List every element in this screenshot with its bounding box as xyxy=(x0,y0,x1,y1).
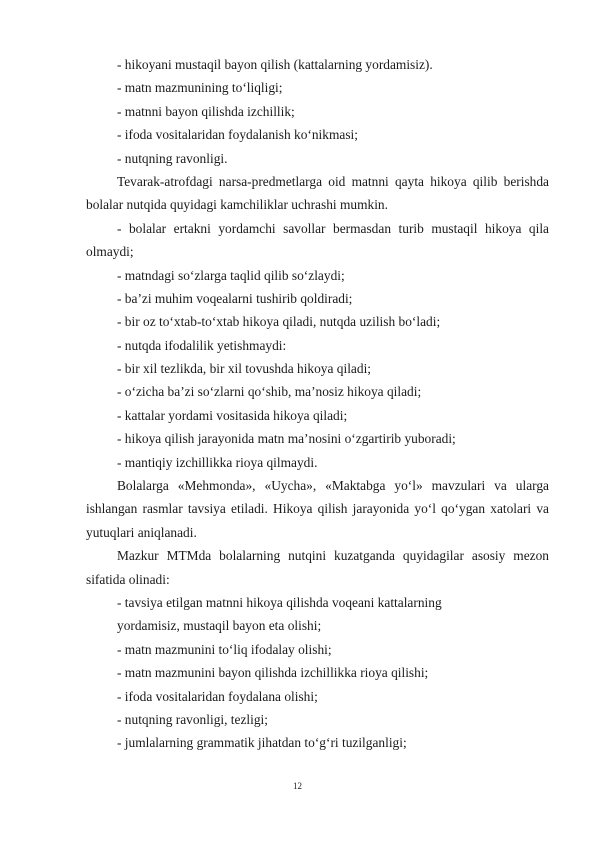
text-line: - nutqning ravonligi. xyxy=(117,150,228,166)
body-text xyxy=(86,53,549,755)
text-line: - bir xil tezlikda, bir xil tovushda hikoya qiladi; xyxy=(117,361,372,377)
text-line: - bir oz to‘xtab-to‘xtab hikoya qiladi, nutqda uzilish bo‘ladi; xyxy=(117,314,441,330)
text-line: - matn mazmunini to‘liq ifodalay olishi; xyxy=(117,641,332,657)
text-line: - matndagi so‘zlarga taqlid qilib so‘zlaydi; xyxy=(117,267,345,283)
text-line: - tavsiya etilgan matnni hikoya qilishda voqeani kattalarning xyxy=(117,594,442,610)
text-line: - matn mazmunini bayon qilishda izchillikka rioya qilishi; xyxy=(117,665,429,681)
text-line: yutuqlari aniqlanadi. xyxy=(86,524,197,540)
text-line: - ifoda vositalaridan foydalana olishi; xyxy=(117,688,318,704)
page-number: 12 xyxy=(293,781,302,791)
text-line: - matnni bayon qilishda izchillik; xyxy=(117,103,295,119)
text-line: - mantiqiy izchillikka rioya qilmaydi. xyxy=(117,454,318,470)
text-line: - jumlalarning grammatik jihatdan to‘g‘ri tuzilganligi; xyxy=(117,735,407,751)
text-line: bolalar nutqida quyidagi kamchiliklar uchrashi mumkin. xyxy=(86,197,388,213)
text-line: - kattalar yordami vositasida hikoya qiladi; xyxy=(117,407,348,423)
text-line: - ba’zi muhim voqealarni tushirib qoldiradi; xyxy=(117,290,353,306)
text-line: - bolalar ertakni yordamchi savollar bermasdan turib mustaqil hikoya qila xyxy=(117,220,549,236)
text-line: olmaydi; xyxy=(86,244,134,260)
text-line: - o‘zicha ba’zi so‘zlarni qo‘shib, ma’nosiz hikoya qiladi; xyxy=(117,384,422,400)
text-line: ishlangan rasmlar tavsiya etiladi. Hikoya qilish jarayonida yo‘l qo‘ygan xatolari va xyxy=(86,501,549,517)
text-line: Mazkur MTMda bolalarning nutqini kuzatganda quyidagilar asosiy mezon xyxy=(117,548,549,564)
text-line: - hikoya qilish jarayonida matn ma’nosini o‘zgartirib yuboradi; xyxy=(117,431,456,447)
text-line: sifatida olinadi: xyxy=(86,571,170,587)
text-line: - nutqda ifodalilik yetishmaydi: xyxy=(117,337,287,353)
text-line: yordamisiz, mustaqil bayon eta olishi; xyxy=(117,618,322,634)
text-line: - hikoyani mustaqil bayon qilish (kattalarning yordamisiz). xyxy=(117,57,433,72)
text-line: Tevarak-atrofdagi narsa-predmetlarga oid matnni qayta hikoya qilib berishda xyxy=(117,173,549,189)
text-line: - nutqning ravonligi, tezligi; xyxy=(117,711,268,727)
text-line: - matn mazmunining to‘liqligi; xyxy=(117,80,283,96)
text-line: Bolalarga «Mehmonda», «Uycha», «Maktabga yo‘l» mavzulari va ularga xyxy=(117,478,549,494)
text-line: - ifoda vositalaridan foydalanish ko‘nikmasi; xyxy=(117,127,358,143)
